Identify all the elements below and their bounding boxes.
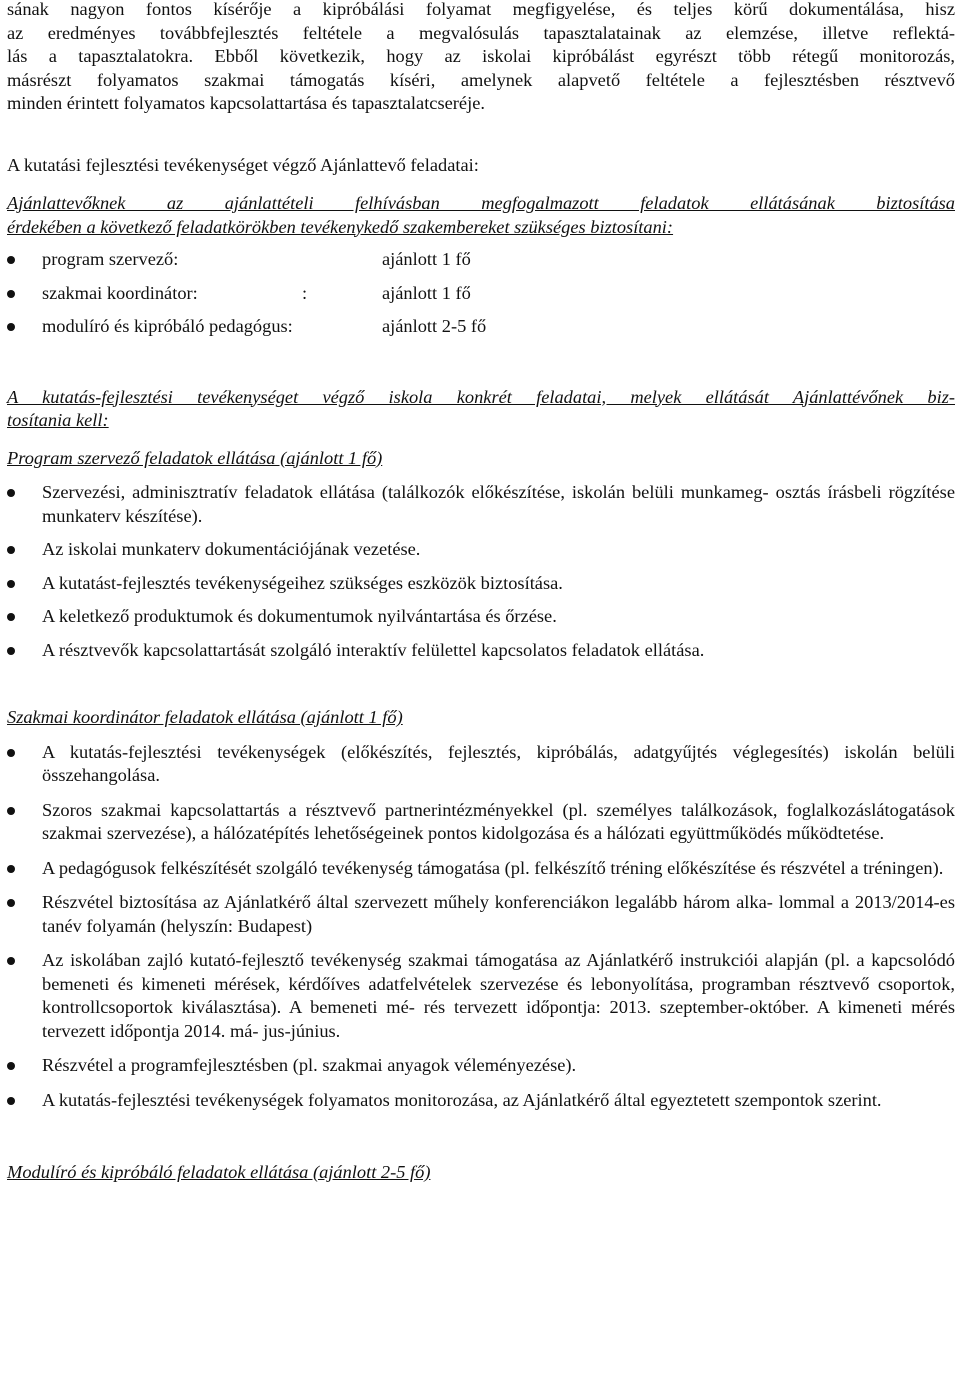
- list-item: Részvétel a programfejlesztésben (pl. szakmai anyagok véleményezése).: [7, 1054, 955, 1078]
- list-item: A kutatás-fejlesztési tevékenységek (előkészítés, fejlesztés, kipróbálás, adatgyűjtés véglegesítés) iskolán belüli összehangolása.: [7, 741, 955, 788]
- staff-count: ajánlott 1 fő: [382, 282, 471, 303]
- staff-count: ajánlott 2-5 fő: [382, 316, 487, 336]
- list-item: Részvétel biztosítása az Ajánlatkérő által szervezett műhely konferenciákon legalább három alka- lommal a 2013/2014-es tanév folyamán (helyszín: Budapest): [7, 891, 955, 938]
- list-item: A kutatást-fejlesztés tevékenységeihez szükséges eszközök biztosítása.: [7, 572, 955, 596]
- program-organizer-list: [7, 481, 955, 662]
- list-item: A pedagógusok felkészítését szolgáló tevékenység támogatása (pl. felkészítő tréning előkészítése és részvétel a tréningen).: [7, 857, 955, 881]
- list-item: [7, 248, 955, 272]
- requirement-paragraph: [7, 192, 955, 239]
- staff-colon: :: [302, 282, 308, 303]
- intro-paragraph: [7, 0, 955, 116]
- list-item: Szervezési, adminisztratív feladatok ellátása (találkozók előkészítése, iskolán belüli munkameg- osztás írásbeli rögzítése munkaterv készítése).: [7, 481, 955, 528]
- staff-role: program szervező:: [42, 249, 179, 269]
- coordinator-list: [7, 741, 955, 1113]
- intro-line: másrészt folyamatos szakmai támogatás kíséri, amelynek alapvető feltétele a fejlesztésben résztvevő: [7, 69, 955, 90]
- list-item: A keletkező produktumok és dokumentumok nyilvántartása és őrzése.: [7, 605, 955, 629]
- list-item: Szoros szakmai kapcsolattartás a résztvevő partnerintézményekkel (pl. személyes találkozások, foglalkozáslátogatások szakmai szervezése), a hálózatépítés lehetőségeinek pontos kidolgozása és a hálózati együttműködés működtetése.: [7, 799, 955, 846]
- school-tasks-line: A kutatás-fejlesztési tevékenységet végző iskola konkrét feladatai, melyek ellátását Ajánlattévőnek biz-: [7, 386, 955, 407]
- program-organizer-heading: Program szervező feladatok ellátása (ajánlott 1 fő): [7, 447, 383, 468]
- list-item: Az iskolában zajló kutató-fejlesztő tevékenység szakmai támogatása az Ajánlatkérő instrukciói alapján (pl. a kapcsolódó bemeneti és kimeneti mérések, kérdőíves adatfelvételek szervezése és lebonyolítása, programban résztvevő csoportok, kontrollcsoportok kiválasztása). A bemeneti mé- rés tervezett időpontja: 2013. szeptember-október. A kimeneti mérés tervezett időpontja 2014. má- jus-június.: [7, 949, 955, 1043]
- list-item: A résztvevők kapcsolattartását szolgáló interaktív felülettel kapcsolatos feladatok ellátása.: [7, 639, 955, 663]
- module-writer-heading: Modulíró és kipróbáló feladatok ellátása (ajánlott 2-5 fő): [7, 1162, 431, 1182]
- school-tasks-line: tosítania kell:: [7, 410, 109, 430]
- staff-list: [7, 248, 955, 339]
- intro-line: minden érintett folyamatos kapcsolattartása és tapasztalatcseréje.: [7, 93, 485, 113]
- document-page: [7, 0, 955, 1185]
- intro-line: lás a tapasztalatokra. Ebből következik, hogy az iskolai kipróbálást egyrészt több rétegű monitorozás,: [7, 46, 955, 66]
- staff-role: modulíró és kipróbáló pedagógus:: [42, 316, 293, 336]
- intro-line: az eredményes továbbfejlesztés feltétele a megvalósulás tapasztalatainak az elemzése, illetve reflektá-: [7, 22, 955, 43]
- list-item: [7, 315, 955, 339]
- staff-role: szakmai koordinátor:: [42, 282, 198, 303]
- list-item: A kutatás-fejlesztési tevékenységek folyamatos monitorozása, az Ajánlatkérő által egyeztetett szempontok szerint.: [7, 1089, 955, 1113]
- intro-line: sának nagyon fontos kísérője a kipróbálási folyamat megfigyelése, és teljes körű dokumentálása, hisz: [7, 0, 955, 19]
- list-item: Az iskolai munkaterv dokumentációjának vezetése.: [7, 538, 955, 562]
- staff-count: ajánlott 1 fő: [382, 249, 471, 269]
- coordinator-heading: Szakmai koordinátor feladatok ellátása (ajánlott 1 fő): [7, 707, 403, 727]
- list-item: [7, 282, 955, 306]
- requirement-line: Ajánlattevőknek az ajánlattételi felhívásban megfogalmazott feladatok ellátásának biztosítása: [7, 193, 955, 213]
- requirement-line: érdekében a következő feladatkörökben tevékenykedő szakembereket szükséges biztosítani:: [7, 216, 674, 237]
- tasks-heading: A kutatási fejlesztési tevékenységet végző Ajánlattevő feladatai:: [7, 154, 479, 175]
- school-tasks-paragraph: [7, 386, 955, 433]
